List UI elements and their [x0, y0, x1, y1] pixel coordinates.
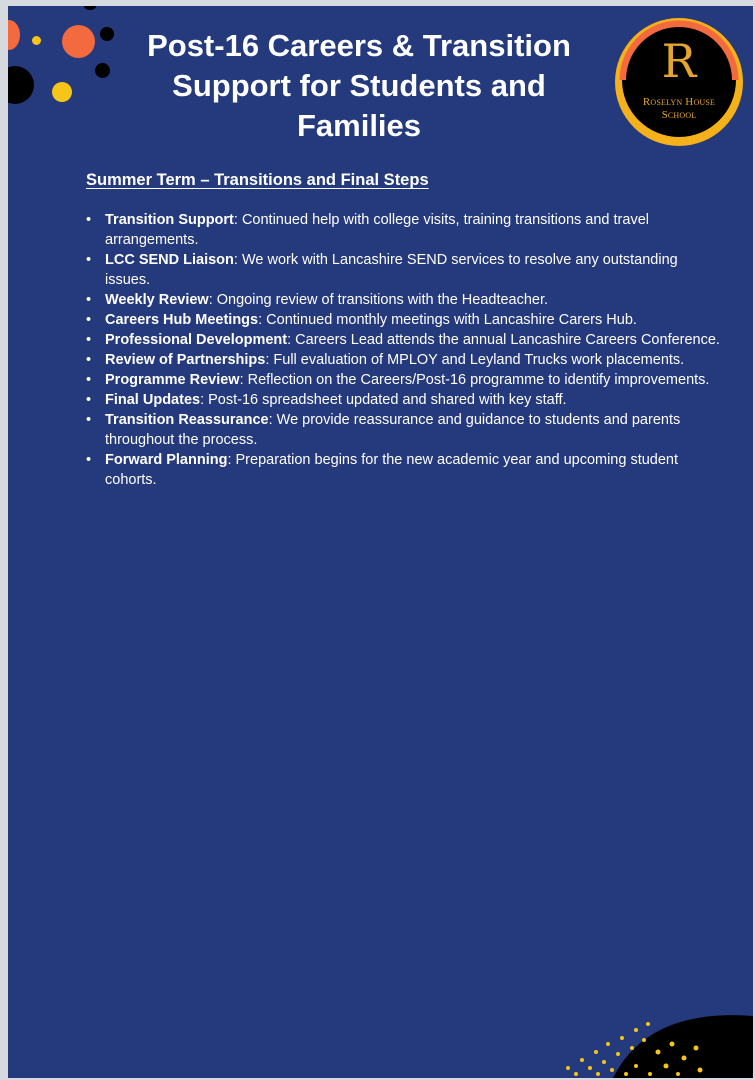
- decor-dot: [52, 82, 72, 102]
- item-text: : Preparation begins for the new academic year and upcoming student cohorts.: [105, 452, 679, 488]
- item-term: Transition Support: [105, 212, 234, 228]
- item-text: : Continued help with college visits, training transitions and travel arrangements.: [105, 212, 649, 248]
- decor-dot: [8, 66, 34, 104]
- item-text: : Continued monthly meetings with Lancashire Carers Hub.: [258, 312, 637, 328]
- item-text: : Careers Lead attends the annual Lancashire Careers Conference.: [287, 332, 720, 348]
- item-text: : Full evaluation of MPLOY and Leyland Trucks work placements.: [265, 352, 685, 368]
- list-item: [86, 390, 726, 410]
- list-item: [86, 310, 726, 330]
- item-term: Transition Reassurance: [105, 412, 269, 428]
- list-item: [86, 330, 726, 350]
- bullet-list: [86, 210, 726, 490]
- decor-dot: [32, 36, 41, 45]
- list-item: [86, 410, 726, 450]
- section-heading: Summer Term – Transitions and Final Steps: [86, 171, 429, 189]
- logo-line-1: Roselyn House: [642, 96, 716, 108]
- item-term: Professional Development: [105, 332, 288, 348]
- item-term: Review of Partnerships: [105, 352, 266, 368]
- list-item: [86, 210, 726, 250]
- page-title: Post-16 Careers & Transition Support for Students and Families: [147, 28, 571, 143]
- item-term: Careers Hub Meetings: [105, 312, 259, 328]
- item-text: : We provide reassurance and guidance to students and parents throughout the process.: [105, 412, 681, 448]
- document-page: [8, 6, 753, 1078]
- decor-dot: [62, 25, 95, 58]
- decorative-corner-bottom-right: [538, 1008, 753, 1078]
- logo-text: [613, 96, 745, 122]
- list-item: [86, 250, 726, 290]
- item-text: : Ongoing review of transitions with the Headteacher.: [208, 292, 549, 308]
- list-item: [86, 370, 726, 390]
- list-item: [86, 350, 726, 370]
- logo-line-2: School: [661, 109, 697, 121]
- logo-monogram: R: [661, 34, 697, 88]
- item-term: Weekly Review: [105, 292, 209, 308]
- list-item: [86, 290, 726, 310]
- decor-dot: [100, 27, 114, 41]
- item-term: LCC SEND Liaison: [105, 252, 234, 268]
- item-text: : We work with Lancashire SEND services to resolve any outstanding issues.: [105, 252, 678, 288]
- decor-dot: [8, 20, 20, 50]
- item-term: Programme Review: [105, 372, 240, 388]
- decor-dot: [95, 63, 110, 78]
- school-logo: [613, 16, 745, 148]
- item-term: Forward Planning: [105, 452, 228, 468]
- decor-dot: [84, 6, 96, 10]
- list-item: [86, 450, 726, 490]
- item-term: Final Updates: [105, 392, 201, 408]
- item-text: : Post-16 spreadsheet updated and shared with key staff.: [200, 392, 567, 408]
- item-text: : Reflection on the Careers/Post-16 programme to identify improvements.: [239, 372, 710, 388]
